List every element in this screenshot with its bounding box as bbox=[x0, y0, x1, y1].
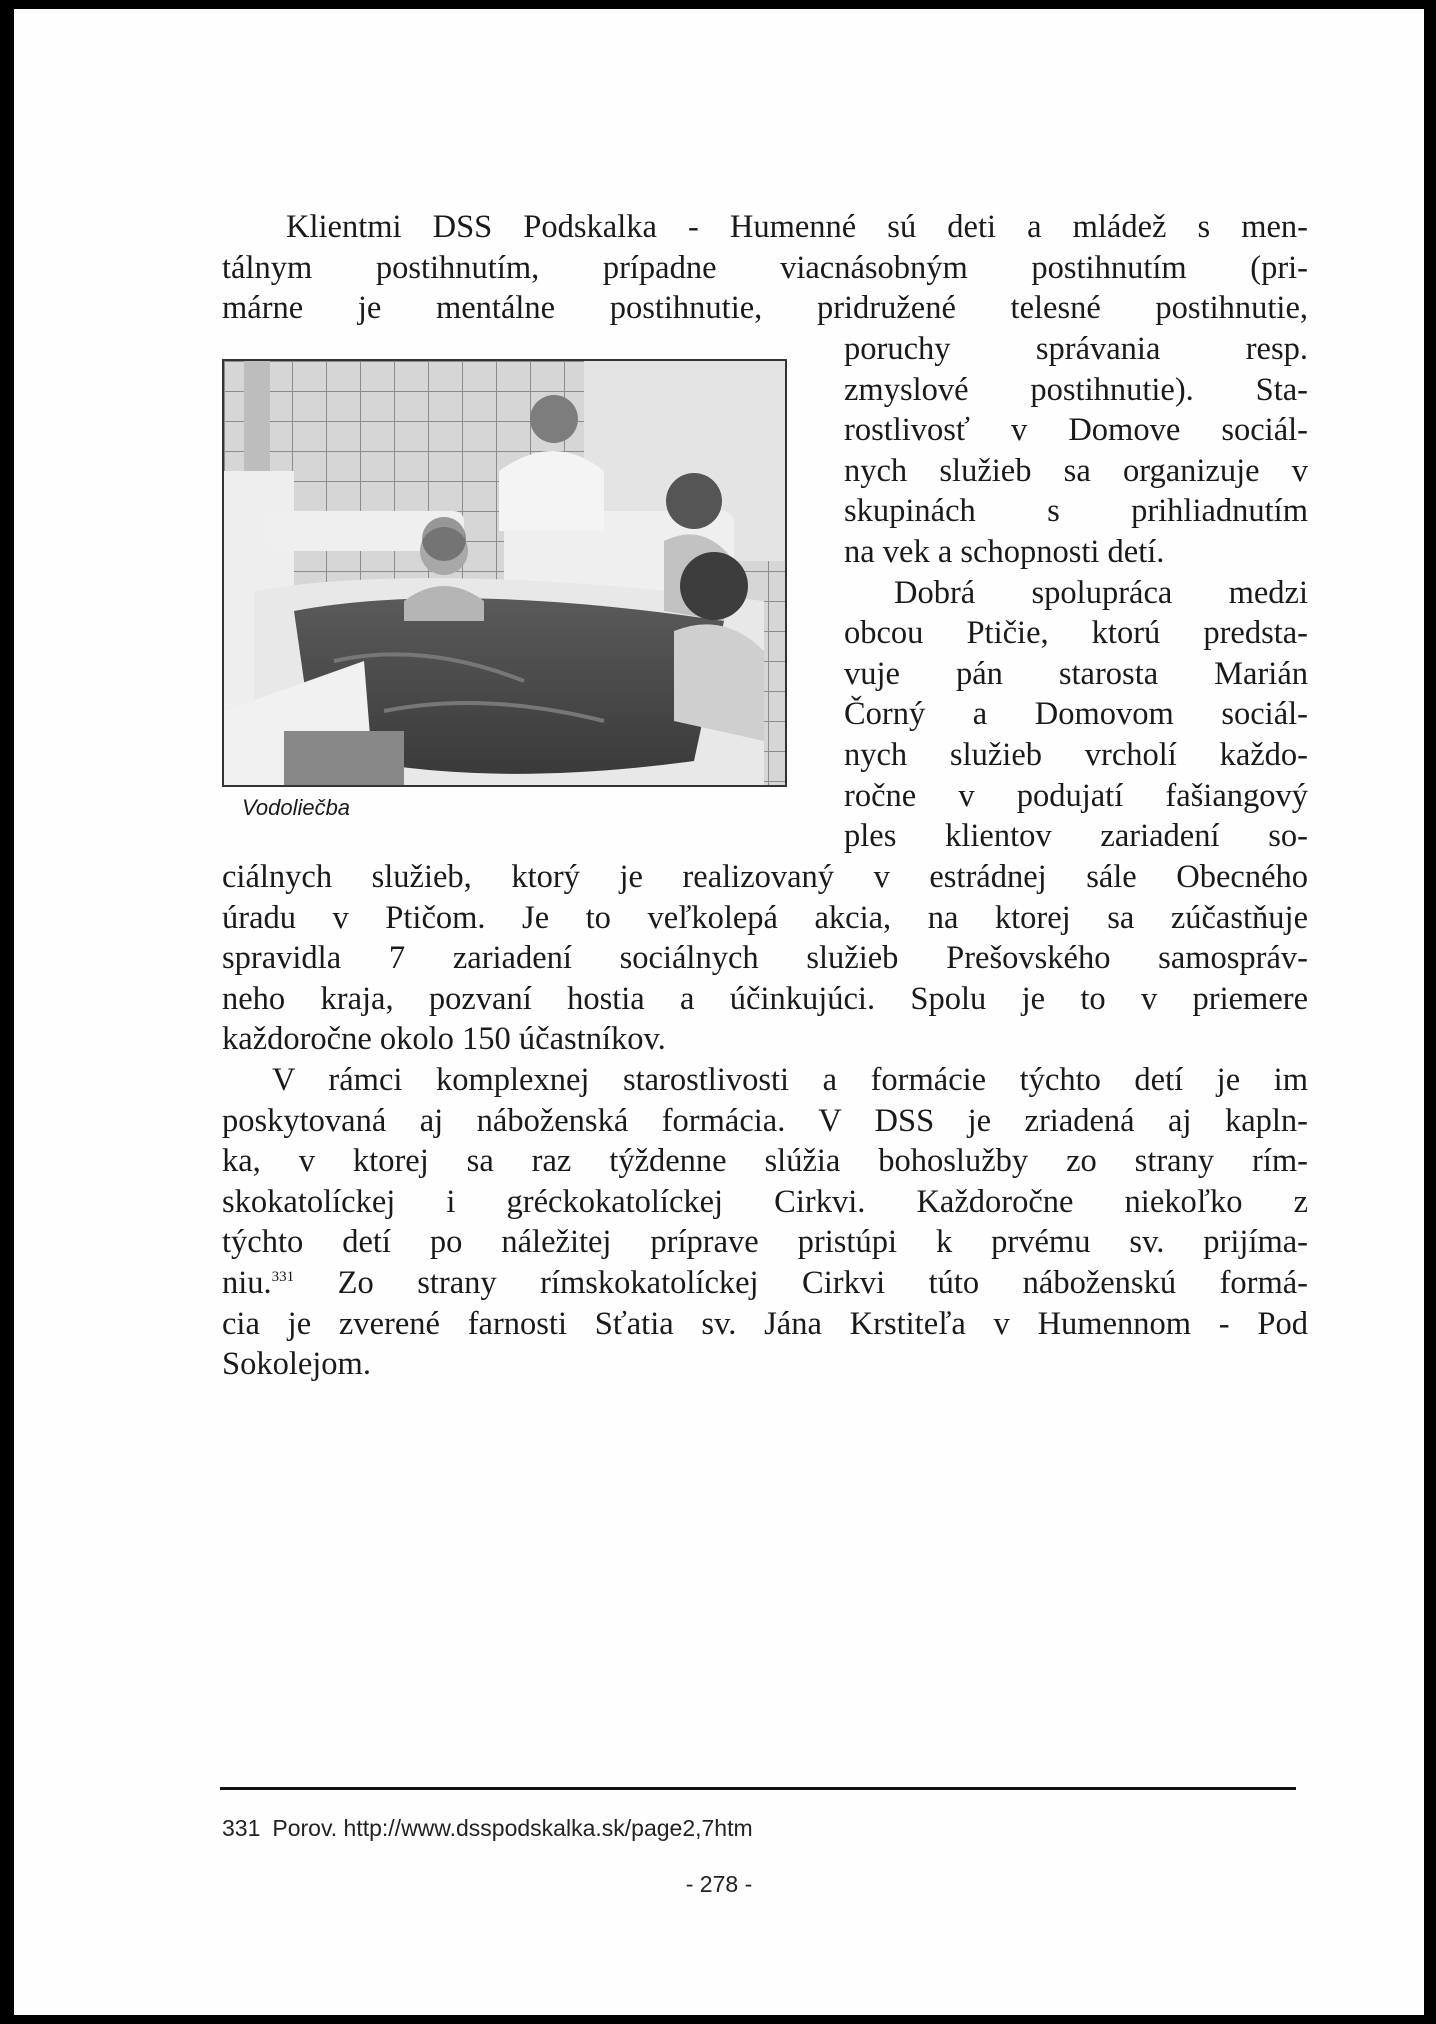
text-line: Čorný a Domovom sociál- bbox=[844, 696, 1308, 733]
photo-hydrotherapy-icon bbox=[222, 359, 787, 787]
text-line: vuje pán starosta Marián bbox=[844, 655, 1308, 692]
text-line: márne je mentálne postihnutie, pridružené telesné postihnutie, bbox=[222, 290, 1308, 327]
text-fragment: niu. bbox=[222, 1264, 272, 1301]
footnote-divider bbox=[220, 1787, 1296, 1790]
page-number: - 278 - bbox=[685, 1871, 753, 1897]
footnote-reference[interactable]: 331 bbox=[271, 1268, 295, 1285]
text-line: ka, v ktorej sa raz týždenne slúžia bohoslužby zo strany rím- bbox=[222, 1143, 1308, 1180]
text-line-with-footnote-ref bbox=[222, 1263, 1308, 1304]
text-line: každoročne okolo 150 účastníkov. bbox=[222, 1021, 666, 1058]
text-line: V rámci komplexnej starostlivosti a formácie týchto detí je im bbox=[272, 1061, 1308, 1098]
text-line: spravidla 7 zariadení sociálnych služieb Prešovského samospráv- bbox=[222, 940, 1308, 977]
text-fragment: Zo strany rímskokatolíckej Cirkvi túto náboženskú formá- bbox=[294, 1264, 1308, 1301]
text-line: ples klientov zariadení so- bbox=[844, 818, 1308, 855]
text-line: tálnym postihnutím, prípadne viacnásobným postihnutím (pri- bbox=[222, 249, 1308, 286]
text-line: zmyslové postihnutie). Sta- bbox=[844, 371, 1308, 408]
text-line: na vek a schopnosti detí. bbox=[844, 533, 1165, 570]
text-line: Sokolejom. bbox=[222, 1346, 371, 1383]
text-line: skupinách s prihliadnutím bbox=[844, 493, 1308, 530]
footnote-text[interactable]: Porov. http://www.dsspodskalka.sk/page2,7htm bbox=[272, 1815, 753, 1841]
side-column bbox=[844, 329, 1308, 857]
paragraph-1-top bbox=[222, 207, 1308, 329]
text-line: neho kraja, pozvaní hostia a účinkujúci. Spolu je to v priemere bbox=[222, 980, 1308, 1017]
text-line: ciálnych služieb, ktorý je realizovaný v estrádnej sále Obecného bbox=[222, 859, 1308, 895]
text-line: poruchy správania resp. bbox=[844, 331, 1308, 367]
text-line: poskytovaná aj náboženská formácia. V DSS je zriadená aj kapln- bbox=[222, 1102, 1308, 1139]
text-line: úradu v Ptičom. Je to veľkolepá akcia, na ktorej sa zúčastňuje bbox=[222, 899, 1308, 936]
text-line: Dobrá spolupráca medzi bbox=[894, 574, 1308, 611]
text-line: nych služieb vrcholí každo- bbox=[844, 736, 1308, 773]
text-line: Klientmi DSS Podskalka - Humenné sú deti a mládež s men- bbox=[286, 209, 1308, 245]
text-line: nych služieb sa organizuje v bbox=[844, 452, 1308, 489]
text-line: týchto detí po náležitej príprave pristúpi k prvému sv. prijíma- bbox=[222, 1224, 1308, 1261]
text-line: rostlivosť v Domove sociál- bbox=[844, 412, 1308, 449]
footnote-number: 331 bbox=[222, 1815, 261, 1841]
figure-caption: Vodoliečba bbox=[242, 795, 351, 820]
paragraph-2-3-body bbox=[222, 857, 1308, 1385]
text-line: obcou Ptičie, ktorú predsta- bbox=[844, 615, 1308, 652]
footnote bbox=[222, 1815, 753, 1842]
text-line: ročne v podujatí fašiangový bbox=[844, 777, 1308, 814]
text-line: cia je zverené farnosti Sťatia sv. Jána Krstiteľa v Humennom - Pod bbox=[222, 1305, 1308, 1342]
text-line: skokatolíckej i gréckokatolíckej Cirkvi. Každoročne niekoľko z bbox=[222, 1183, 1308, 1220]
